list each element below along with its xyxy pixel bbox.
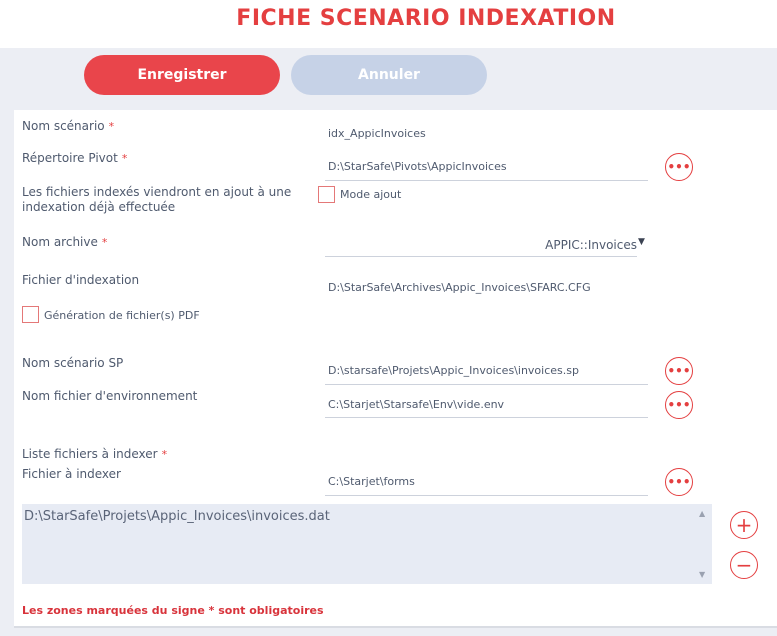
nom-scenario-sp-label: Nom scénario SP	[22, 356, 124, 370]
required-mark: *	[121, 152, 128, 165]
list-item[interactable]: D:\StarSafe\Projets\Appic_Invoices\invoices.dat	[24, 509, 330, 524]
plus-icon[interactable]: +	[730, 511, 758, 539]
required-mark: *	[101, 236, 108, 249]
more-dots-icon[interactable]: •••	[665, 391, 693, 419]
save-button[interactable]: Enregistrer	[84, 55, 280, 95]
required-mark: *	[108, 120, 115, 133]
nom-fichier-env-label: Nom fichier d'environnement	[22, 389, 198, 403]
divider	[14, 626, 777, 628]
generation-pdf-checkbox[interactable]	[22, 306, 39, 323]
nom-scenario-sp-input[interactable]: D:\starsafe\Projets\Appic_Invoices\invoices.sp	[328, 364, 579, 377]
repertoire-pivot-underline	[325, 180, 648, 181]
fichier-indexation-label: Fichier d'indexation	[22, 273, 140, 287]
mode-ajout-checkbox[interactable]	[318, 186, 335, 203]
scroll-down-icon[interactable]: ▼	[699, 570, 706, 579]
generation-pdf-label: Génération de fichier(s) PDF	[44, 309, 200, 322]
fichier-indexation-value: D:\StarSafe\Archives\Appic_Invoices\SFARC.CFG	[328, 281, 591, 294]
cancel-button[interactable]: Annuler	[291, 55, 487, 95]
more-dots-icon[interactable]: •••	[665, 153, 693, 181]
nom-scenario-label: Nom scénario *	[22, 119, 115, 133]
nom-archive-underline	[325, 256, 637, 257]
repertoire-pivot-input[interactable]: D:\StarSafe\Pivots\AppicInvoices	[328, 160, 507, 173]
liste-fichiers-label: Liste fichiers à indexer *	[22, 447, 168, 461]
files-listbox[interactable]	[22, 504, 712, 584]
more-dots-icon[interactable]: •••	[665, 357, 693, 385]
fichier-a-indexer-input[interactable]: C:\Starjet\forms	[328, 475, 415, 488]
fichier-a-indexer-underline	[325, 495, 648, 496]
minus-icon[interactable]: −	[730, 551, 758, 579]
ajout-label: Les fichiers indexés viendront en ajout à une indexation déjà effectuée	[22, 185, 292, 214]
page-title: FICHE SCENARIO INDEXATION	[236, 6, 616, 31]
nom-archive-select[interactable]: APPIC::Invoices	[545, 238, 637, 252]
required-mark: *	[161, 448, 168, 461]
nom-archive-label: Nom archive *	[22, 235, 108, 249]
repertoire-pivot-label: Répertoire Pivot *	[22, 151, 128, 165]
fichier-a-indexer-label: Fichier à indexer	[22, 467, 121, 481]
required-fields-note: Les zones marquées du signe * sont obligatoires	[22, 604, 324, 617]
nom-fichier-env-input[interactable]: C:\Starjet\Starsafe\Env\vide.env	[328, 398, 505, 411]
nom-scenario-value: idx_AppicInvoices	[328, 127, 426, 140]
mode-ajout-label: Mode ajout	[340, 188, 402, 201]
nom-scenario-sp-underline	[325, 384, 648, 385]
more-dots-icon[interactable]: •••	[665, 468, 693, 496]
nom-fichier-env-underline	[325, 417, 648, 418]
scroll-up-icon[interactable]: ▲	[699, 509, 706, 518]
chevron-down-icon[interactable]: ▼	[638, 237, 645, 247]
